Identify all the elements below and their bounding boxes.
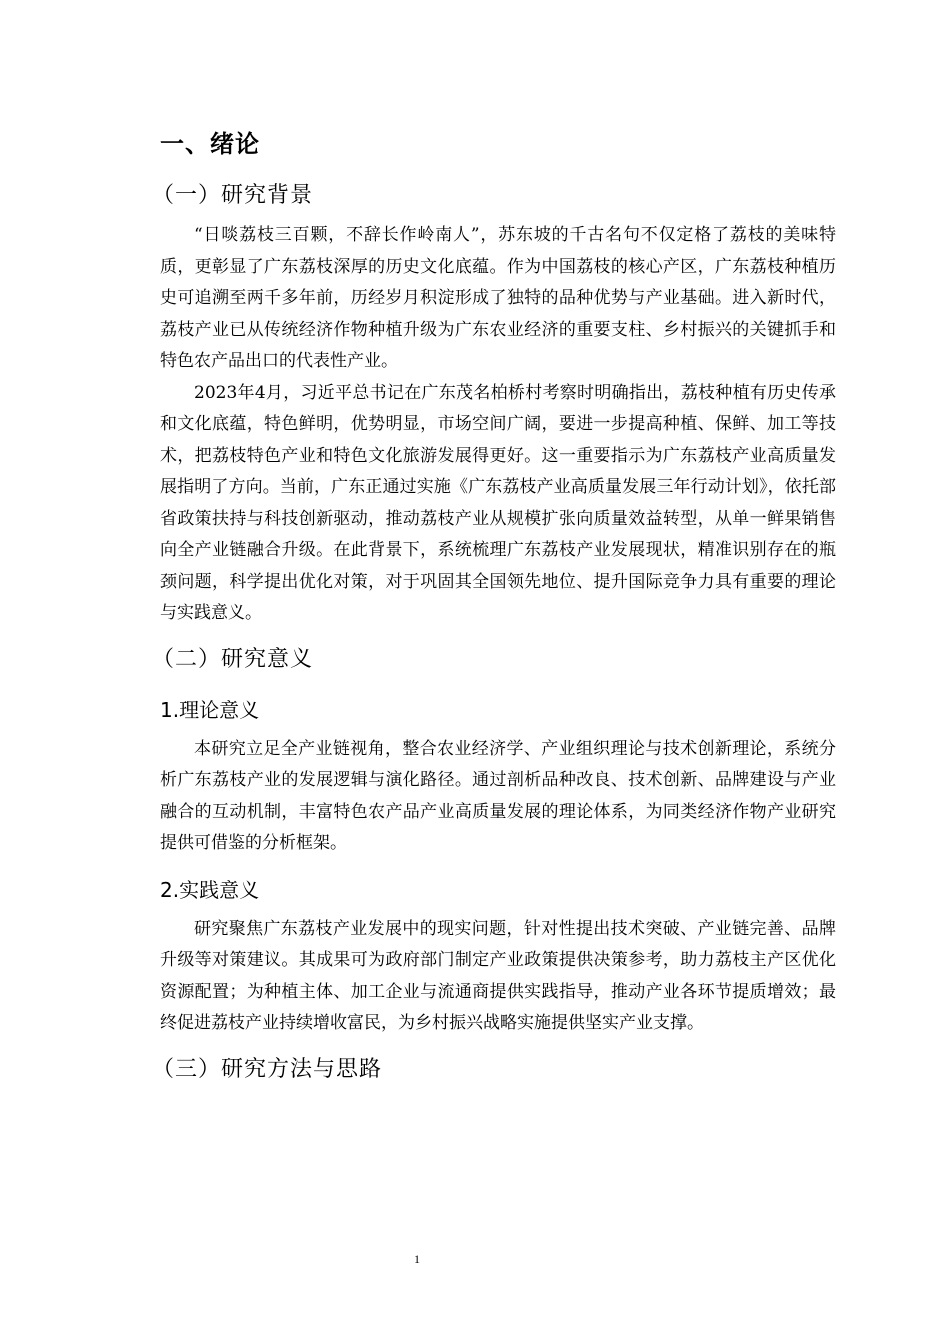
section-heading-background: （一）研究背景 — [152, 183, 314, 208]
section-heading-significance: （二）研究意义 — [152, 646, 314, 672]
paragraph-theory: 本研究立足全产业链视角，整合农业经济学、产业组织理论与技术创新理论，系统分析广东荔枝产业的发展逻辑与演化路径。通过剖析品种改良、技术创新、品牌建设与产业融合的互动机制，丰富特色农产品产业高质量发展的理论体系，为同类经济作物产业研究提供可借鉴的分析框架。 — [160, 738, 836, 853]
page-number: 1 — [414, 1252, 420, 1266]
chapter-title: 一、绪论 — [160, 130, 260, 158]
paragraph-background-1: “日啖荔枝三百颗，不辞长作岭南人”，苏东坡的千古名句不仅定格了荔枝的美味特质，更彰显了广东荔枝深厚的历史文化底蕴。作为中国荔枝的核心产区，广东荔枝种植历史可追溯至两千多年前，历经岁月积淀形成了独特的品种优势与产业基础。进入新时代，荔枝产业已从传统经济作物种植升级为广东农业经济的重要支柱、乡村振兴的关键抓手和特色农产品出口的代表性产业。 — [160, 225, 836, 371]
subheading-practice: 2.实践意义 — [160, 877, 260, 902]
page-content — [152, 120, 836, 1094]
paragraph-practice: 研究聚焦广东荔枝产业发展中的现实问题，针对性提出技术突破、产业链完善、品牌升级等对策建议。其成果可为政府部门制定产业政策提供决策参考，助力荔枝主产区优化资源配置；为种植主体、加工企业与流通商提供实践指导，推动产业各环节提质增效；最终促进荔枝产业持续增收富民，为乡村振兴战略实施提供坚实产业支撑。 — [160, 918, 836, 1033]
section-heading-methods: （三）研究方法与思路 — [152, 1056, 383, 1082]
subheading-theory: 1.理论意义 — [160, 697, 260, 722]
paragraph-background-2: 2023年4月，习近平总书记在广东茂名柏桥村考察时明确指出，荔枝种植有历史传承和文化底蕴，特色鲜明，优势明显，市场空间广阔，要进一步提高种植、保鲜、加工等技术，把荔枝特色产业和特色文化旅游发展得更好。这一重要指示为广东荔枝产业高质量发展指明了方向。当前，广东正通过实施《广东荔枝产业高质量发展三年行动计划》，依托部省政策扶持与科技创新驱动，推动荔枝产业从规模扩张向质量效益转型，从单一鲜果销售向全产业链融合升级。在此背景下，系统梳理广东荔枝产业发展现状，精准识别存在的瓶颈问题，科学提出优化对策，对于巩固其全国领先地位、提升国际竞争力具有重要的理论与实践意义。 — [160, 382, 836, 623]
